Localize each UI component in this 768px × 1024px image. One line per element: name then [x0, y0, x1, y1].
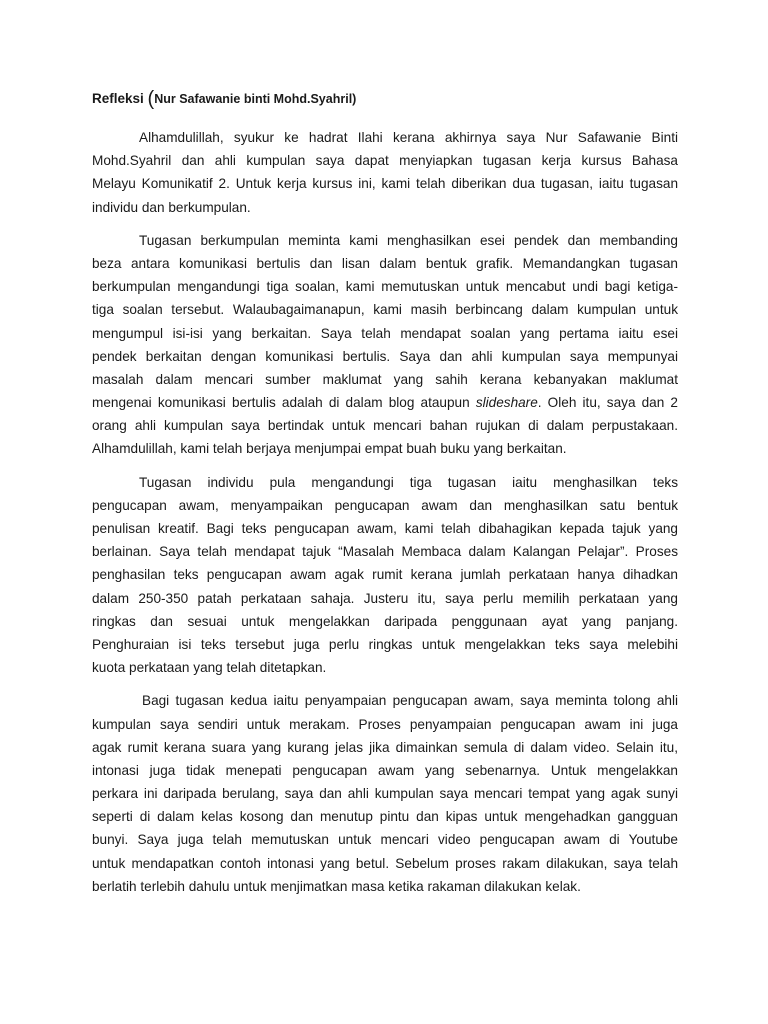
paragraph-line: penghasilan teks pengucapan awam agak rumit kerana jumlah perkataan hanya dihadkan [92, 567, 678, 583]
paragraph-line: berlatih terlebih dahulu untuk menjimatkan masa ketika rakaman dilakukan kelak. [92, 878, 581, 894]
paragraph-line: pengucapan awam, menyampaikan pengucapan awam dan menghasilkan satu bentuk [92, 497, 678, 513]
paragraph-line: Melayu Komunikatif 2. Untuk kerja kursus ini, kami telah diberikan dua tugasan, iaitu tugasan [92, 176, 678, 192]
document-body [92, 86, 678, 898]
paragraph-line: individu dan berkumpulan. [92, 199, 251, 215]
title-author-name: Nur Safawanie binti Mohd.Syahril) [154, 92, 357, 106]
paragraph-line: pendek berkaitan dengan komunikasi bertulis. Saya dan ahli kumpulan saya mempunyai [92, 348, 678, 364]
paragraph-line: intonasi juga tidak menepati pengucapan awam yang sebenarnya. Untuk mengelakkan [92, 762, 678, 778]
paragraph-line: masalah dalam mencari sumber maklumat yang sahih kerana kebanyakan maklumat [92, 371, 678, 387]
paragraph-line: kumpulan saya sendiri untuk merakam. Proses penyampaian pengucapan awam ini juga [92, 716, 678, 732]
paragraph-line: Penghuraian isi teks tersebut juga perlu ringkas untuk mengelakkan teks saya melebihi [92, 636, 678, 652]
paragraph-4 [92, 689, 678, 898]
paragraph-line: berlainan. Saya telah mendapat tajuk “Masalah Membaca dalam Kalangan Pelajar”. Proses [92, 544, 678, 560]
paragraph-line-mixed [92, 391, 678, 414]
paragraph-1 [92, 126, 678, 219]
paragraph-line: Alhamdulillah, kami telah berjaya menjumpai empat buah buku yang berkaitan. [92, 441, 567, 457]
paragraph-line: penulisan kreatif. Bagi teks pengucapan awam, kami telah dibahagikan kepada tajuk yang [92, 521, 678, 536]
paragraph-line: orang ahli kumpulan saya bertindak untuk mencari bahan rujukan di dalam perpustakaan. [92, 418, 678, 434]
title-open-paren: ( [147, 88, 155, 110]
paragraph-line: Bagi tugasan kedua iaitu penyampaian pengucapan awam, saya meminta tolong ahli [142, 693, 678, 709]
paragraph-line: Alhamdulillah, syukur ke hadrat Ilahi kerana akhirnya saya Nur Safawanie Binti [139, 130, 678, 145]
italic-term: slideshare [475, 395, 538, 411]
paragraph-line: Mohd.Syahril dan ahli kumpulan saya dapat menyiapkan tugasan kerja kursus Bahasa [92, 153, 678, 169]
paragraph-line: dalam 250-350 patah perkataan sahaja. Justeru itu, saya perlu memilih perkataan yang [92, 590, 678, 606]
paragraph-line: mengumpul isi-isi yang berkaitan. Saya telah mendapat soalan yang pertama iaitu esei [92, 325, 678, 341]
paragraph-line: seperti di dalam kelas kosong dan menutup pintu dan kipas untuk mengehadkan gangguan [92, 809, 678, 825]
paragraph-line: kuota perkataan yang telah ditetapkan. [92, 660, 327, 676]
paragraph-line: Tugasan berkumpulan meminta kami menghasilkan esei pendek dan membanding [139, 232, 678, 248]
paragraph-line: berkumpulan mengandungi tiga soalan, kami memutuskan untuk mencabut undi bagi ketiga- [92, 279, 678, 295]
paragraph-line: bunyi. Saya juga telah memutuskan untuk mencari video pengucapan awam di Youtube [92, 832, 678, 848]
paragraph-line: tiga soalan tersebut. Walaubagaimanapun, kami masih berbincang dalam kumpulan untuk [92, 302, 678, 318]
paragraph-line: untuk mendapatkan contoh intonasi yang betul. Sebelum proses rakam dilakukan, saya telah [92, 855, 678, 871]
line-segment: . Oleh itu, saya dan 2 [537, 395, 678, 411]
document-title [92, 86, 678, 112]
paragraph-line: Tugasan individu pula mengandungi tiga tugasan iaitu menghasilkan teks [139, 474, 678, 490]
paragraph-line: beza antara komunikasi bertulis dan lisan dalam bentuk grafik. Memandangkan tugasan [92, 255, 678, 271]
title-label: Refleksi [92, 91, 144, 106]
paragraph-2 [92, 229, 678, 461]
paragraph-line: perkara ini daripada berulang, saya dan ahli kumpulan saya mencari tempat yang agak sunyi [92, 786, 678, 802]
line-segment: mengenai komunikasi bertulis adalah di dalam blog ataupun [92, 395, 476, 411]
paragraph-line: agak rumit kerana suara yang kurang jelas jika dimainkan semula di dalam video. Selain itu, [92, 739, 678, 755]
paragraph-line: ringkas dan sesuai untuk mengelakkan daripada penggunaan ayat yang panjang. [92, 613, 678, 629]
paragraph-3 [92, 471, 678, 680]
